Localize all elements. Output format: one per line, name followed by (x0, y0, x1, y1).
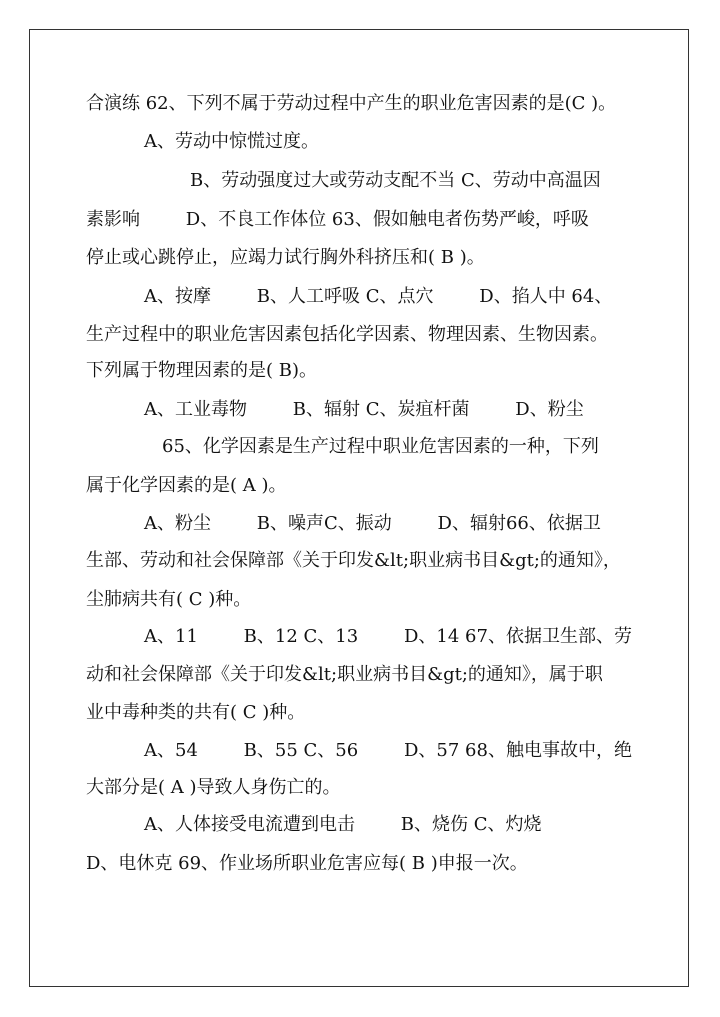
text-line: 动和社会保障部《关于印发&lt;职业病书目&gt;的通知》，属于职 (86, 664, 603, 685)
text-line: 大部分是( A )导致人身伤亡的。 (86, 777, 341, 798)
text-line: B、劳动强度过大或劳动支配不当 C、劳动中高温因 (190, 170, 601, 191)
text-line: 属于化学因素的是( A )。 (86, 475, 287, 496)
text-line: A、11 B、12 C、13 D、14 67、依据卫生部、劳 (144, 626, 632, 647)
text-line: A、54 B、55 C、56 D、57 68、触电事故中，绝 (144, 740, 632, 761)
text-line: A、劳动中惊慌过度。 (144, 131, 319, 152)
text-line: 素影响 D、不良工作体位 63、假如触电者伤势严峻，呼吸 (86, 209, 589, 230)
text-line: 停止或心跳停止，应竭力试行胸外科挤压和( B )。 (86, 247, 485, 268)
text-line: 下列属于物理因素的是( B)。 (86, 360, 317, 381)
text-line: 尘肺病共有( C )种。 (86, 589, 252, 610)
text-line: A、工业毒物 B、辐射 C、炭疽杆菌 D、粉尘 (144, 399, 584, 420)
text-line: 生部、劳动和社会保障部《关于印发&lt;职业病书目&gt;的通知》， (86, 550, 621, 571)
text-line: A、按摩 B、人工呼吸 C、点穴 D、掐人中 64、 (144, 286, 613, 307)
text-line: 65、化学因素是生产过程中职业危害因素的一种，下列 (162, 436, 599, 457)
text-line: A、人体接受电流遭到电击 B、烧伤 C、灼烧 (144, 814, 542, 835)
text-line: 合演练 62、下列不属于劳动过程中产生的职业危害因素的是(C )。 (86, 93, 617, 114)
text-line: A、粉尘 B、噪声C、振动 D、辐射66、依据卫 (144, 513, 601, 534)
text-line: 生产过程中的职业危害因素包括化学因素、物理因素、生物因素。 (86, 324, 608, 345)
text-line: D、电休克 69、作业场所职业危害应每( B )申报一次。 (86, 853, 528, 874)
text-line: 业中毒种类的共有( C )种。 (86, 702, 306, 723)
